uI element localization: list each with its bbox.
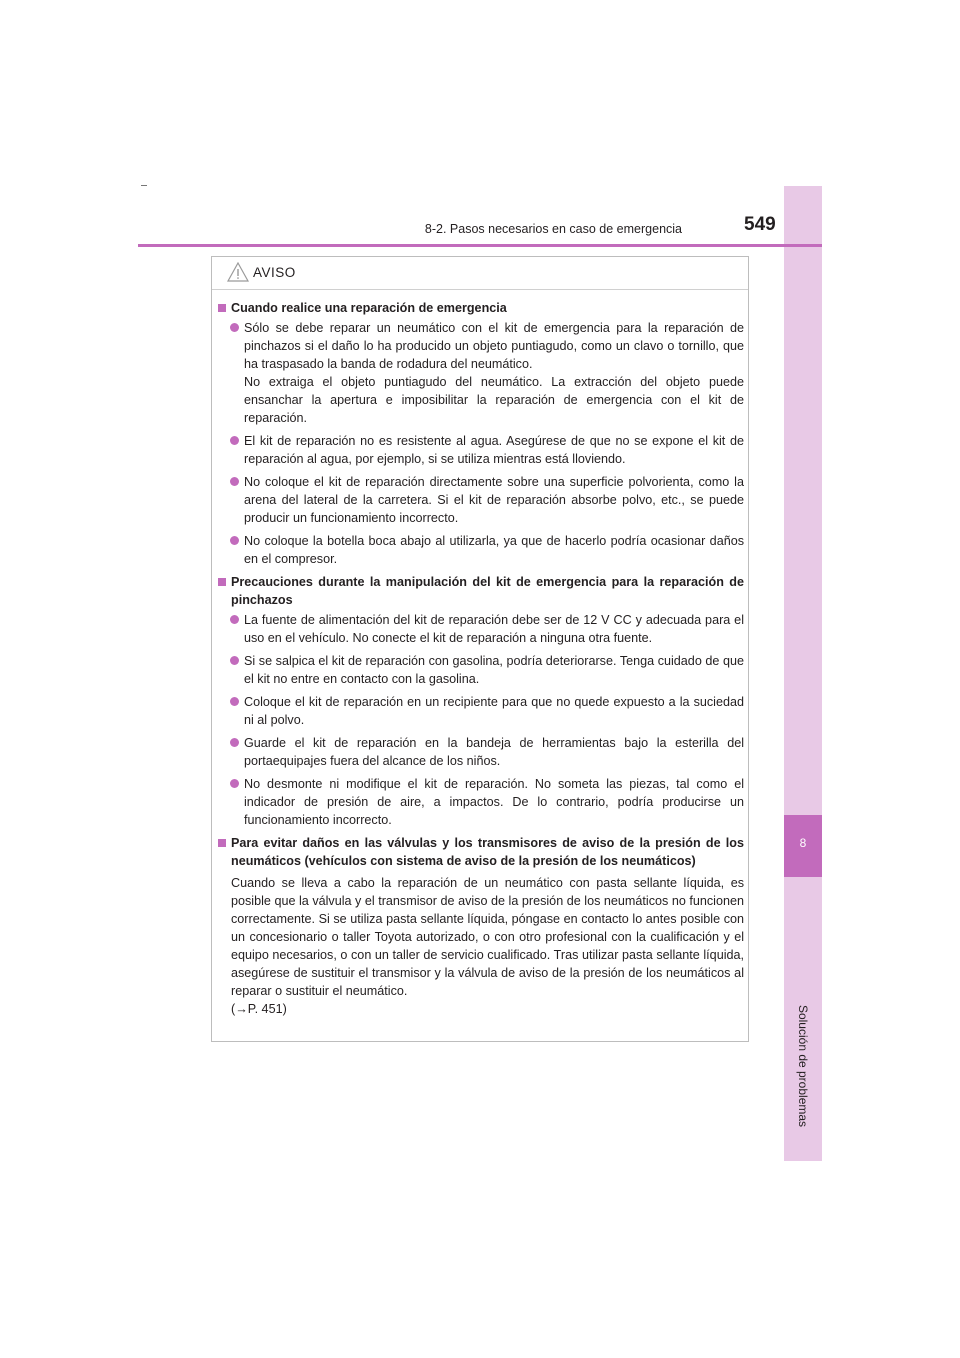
- header-section-title: 8-2. Pasos necesarios en caso de emergencia: [424, 222, 682, 236]
- round-bullet-icon: [230, 779, 239, 788]
- section-heading: [218, 834, 744, 870]
- square-bullet-icon: [218, 839, 226, 847]
- section-heading-text: Cuando realice una reparación de emergencia: [231, 301, 507, 315]
- paragraph-text: Cuando se lleva a cabo la reparación de un neumático con pasta sellante líquida, es posible que la válvula y el transmisor de aviso de la presión de los neumáticos no funcionen correctamente. Si se utiliza pasta sellante líquida, póngase en contacto lo antes posible con un concesionario o taller Toyota autorizado, o con otro profesional con la cualificación y el equipo necesarios, o con un taller de servicio cualificado. Tras utilizar pasta sellante líquida, asegúrese de sustituir el transmisor y la válvula de aviso de la presión de los neumáticos al reparar o sustituir el neumático.: [231, 876, 744, 998]
- list-item: [218, 652, 744, 688]
- list-item: [218, 734, 744, 770]
- warning-body: [218, 299, 744, 1018]
- list-item: [218, 532, 744, 568]
- list-item-text: No desmonte ni modifique el kit de reparación. No someta las piezas, tal como el indicador de presión de aire, a impactos. De lo contrario, podría producirse un funcionamiento incorrecto.: [244, 777, 744, 827]
- list-item-text: No coloque la botella boca abajo al utilizarla, ya que de hacerlo podría ocasionar daños en el compresor.: [244, 534, 744, 566]
- list-item: [218, 473, 744, 527]
- chapter-label: Solución de problemas: [796, 1004, 810, 1128]
- section-heading-text: Precauciones durante la manipulación del kit de emergencia para la reparación de pinchazos: [231, 575, 744, 607]
- round-bullet-icon: [230, 697, 239, 706]
- list-item: [218, 611, 744, 647]
- section-heading-text: Para evitar daños en las válvulas y los transmisores de aviso de la presión de los neumáticos (vehículos con sistema de aviso de la presión de los neumáticos): [231, 836, 744, 868]
- header-rule: [138, 244, 822, 247]
- list-item-text: La fuente de alimentación del kit de reparación debe ser de 12 V CC y adecuada para el uso en el vehículo. No conecte el kit de reparación a ninguna otra fuente.: [244, 613, 744, 645]
- list-item-text: Sólo se debe reparar un neumático con el kit de emergencia para la reparación de pinchazos si el daño lo ha producido un objeto puntiagudo, como un clavo o tornillo, que ha traspasado la banda de rodadura del neumático.: [244, 321, 744, 371]
- round-bullet-icon: [230, 656, 239, 665]
- square-bullet-icon: [218, 304, 226, 312]
- page-reference: (→P. 451): [231, 1002, 287, 1016]
- list-item: [218, 319, 744, 427]
- warning-box: [211, 256, 749, 1042]
- list-item: [218, 693, 744, 729]
- round-bullet-icon: [230, 615, 239, 624]
- list-item-text: Guarde el kit de reparación en la bandeja de herramientas bajo la esterilla del portaequipajes fuera del alcance de los niños.: [244, 736, 744, 768]
- list-item-text: Si se salpica el kit de reparación con gasolina, podría deteriorarse. Tenga cuidado de que el kit no entre en contacto con la gasolina.: [244, 654, 744, 686]
- list-item-text: No coloque el kit de reparación directamente sobre una superficie polvorienta, como la arena del lateral de la carretera. Si el kit de reparación absorbe polvo, etc., se puede producir un funcionamiento incorrecto.: [244, 475, 744, 525]
- warning-box-header: [212, 257, 748, 290]
- round-bullet-icon: [230, 436, 239, 445]
- warning-triangle-icon: [227, 262, 249, 282]
- page-number: 549: [744, 214, 776, 235]
- round-bullet-icon: [230, 738, 239, 747]
- round-bullet-icon: [230, 323, 239, 332]
- page-corner-mark: [141, 185, 147, 186]
- list-item: [218, 775, 744, 829]
- section-heading: [218, 573, 744, 609]
- section-heading: [218, 299, 744, 317]
- chapter-number: 8: [799, 836, 807, 850]
- round-bullet-icon: [230, 536, 239, 545]
- section-paragraph: [218, 874, 744, 1018]
- round-bullet-icon: [230, 477, 239, 486]
- list-item: [218, 432, 744, 468]
- list-item-text: No extraiga el objeto puntiagudo del neumático. La extracción del objeto puede ensanchar la apertura e imposibilitar la reparación de emergencia con el kit de reparación.: [244, 375, 744, 425]
- list-item-text: El kit de reparación no es resistente al agua. Asegúrese de que no se expone el kit de reparación al agua, por ejemplo, si se utiliza mientras está lloviendo.: [244, 434, 744, 466]
- square-bullet-icon: [218, 578, 226, 586]
- chapter-side-tab: [784, 186, 822, 1161]
- warning-title: AVISO: [253, 265, 296, 280]
- list-item-text: Coloque el kit de reparación en un recipiente para que no quede expuesto a la suciedad ni al polvo.: [244, 695, 744, 727]
